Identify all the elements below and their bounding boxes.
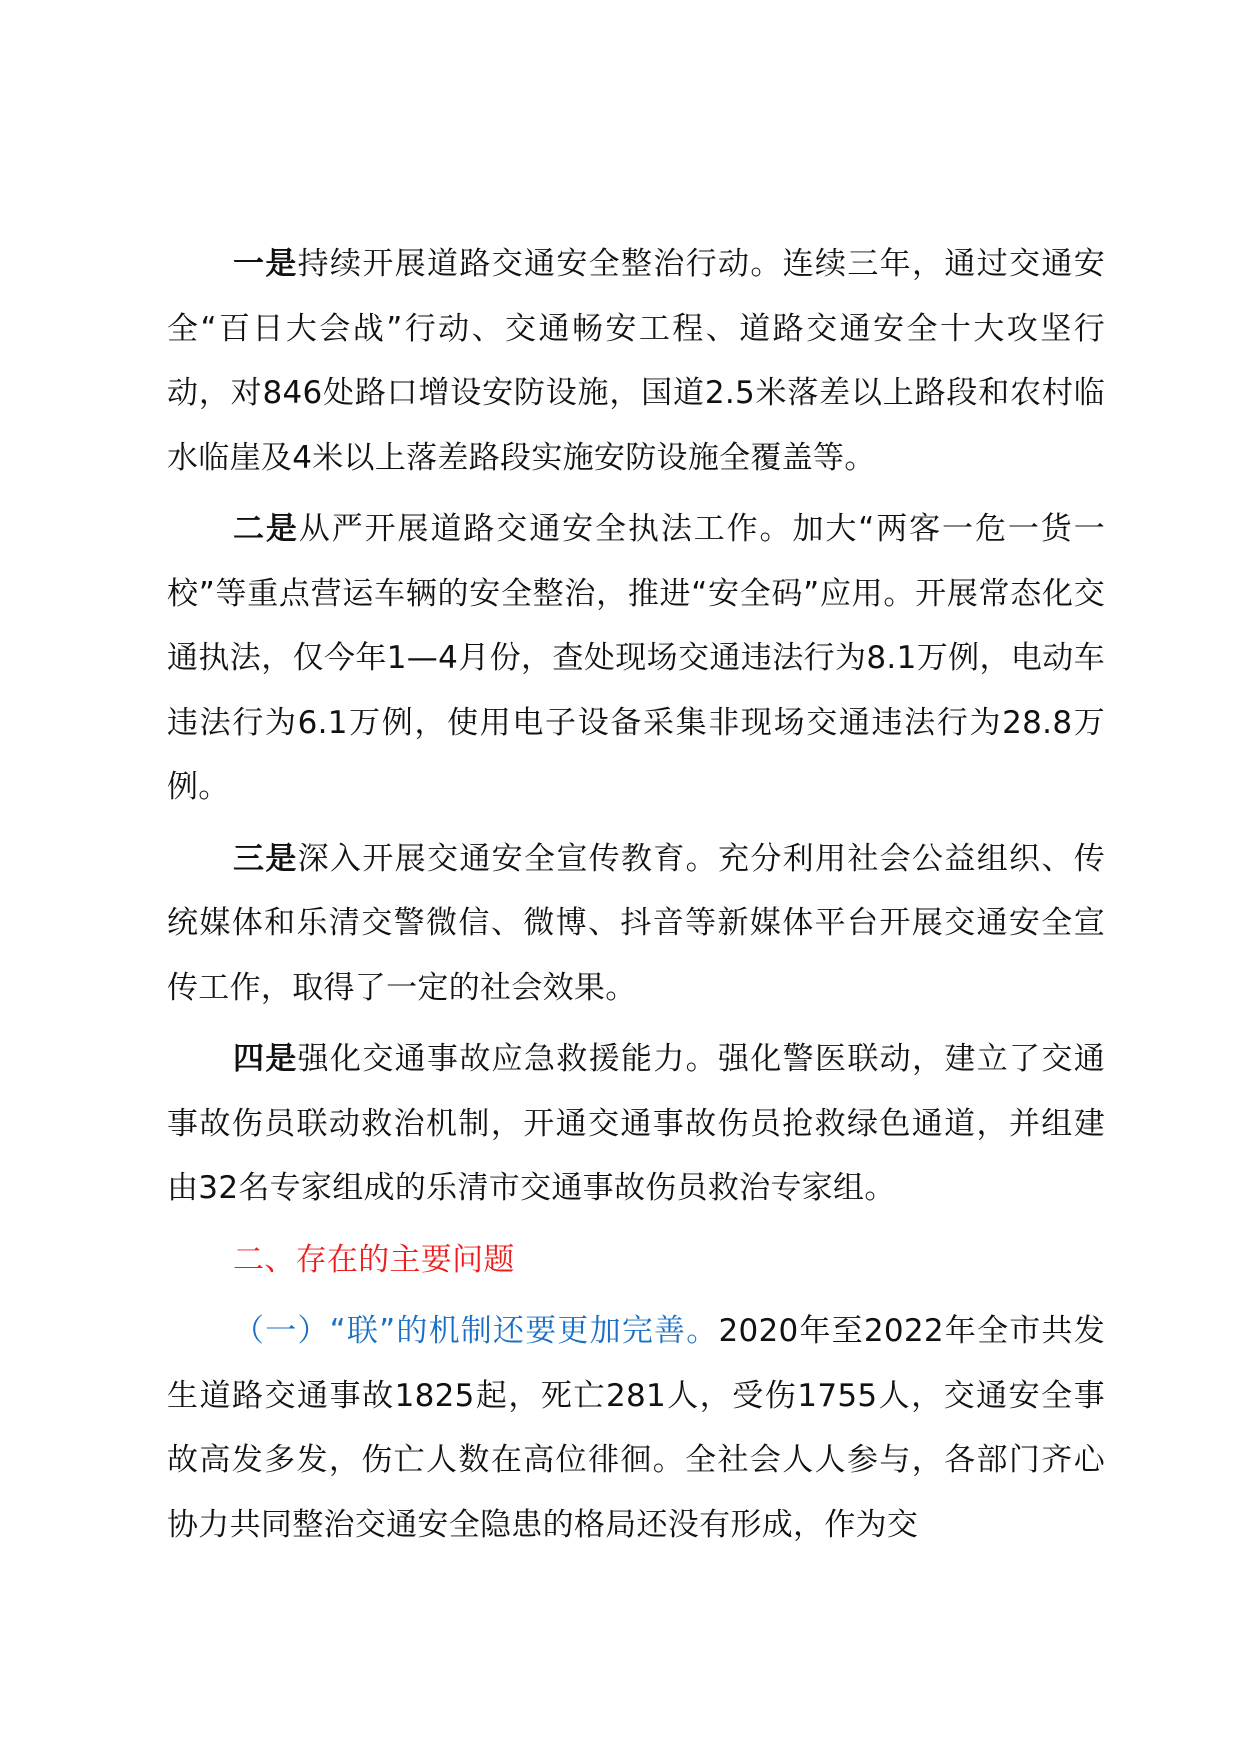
paragraph-4-lead: 四是 [233,1041,298,1077]
paragraph-4-text: 强化交通事故应急救援能力。强化警医联动，建立了交通事故伤员联动救治机制，开通交通事故伤员抢救绿色通道，并组建由32名专家组成的乐清市交通事故伤员救治专家组。 [167,1041,1105,1206]
paragraph-1-lead: 一是 [233,246,298,282]
subsection-text: 2020年至2022年全市共发生道路交通事故1825起，死亡281人，受伤1755人，交通安全事故高发多发，伤亡人数在高位徘徊。全社会人人参与，各部门齐心协力共同整治交通安全隐患的格局还没有形成，作为交 [167,1313,1105,1543]
paragraph-3-lead: 三是 [233,840,298,877]
paragraph-3-text: 深入开展交通安全宣传教育。充分利用社会公益组织、传统媒体和乐清交警微信、微博、抖音等新媒体平台开展交通安全宣传工作，取得了一定的社会效果。 [167,840,1105,1006]
paragraph-2-text: 从严开展道路交通安全执法工作。加大“两客一危一货一校”等重点营运车辆的安全整治，推进“安全码”应用。开展常态化交通执法，仅今年1—4月份，查处现场交通违法行为8.1万例，电动车违法行为6.1万例，使用电子设备采集非现场交通违法行为28.8万例。 [167,511,1105,805]
paragraph-1 [167,232,1105,490]
paragraph-3 [167,827,1105,1021]
section-heading: 二、存在的主要问题 [233,1241,515,1278]
document-page [167,232,1105,1564]
paragraph-1-text: 持续开展道路交通安全整治行动。连续三年，通过交通安全“百日大会战”行动、交通畅安工程、道路交通安全十大攻坚行动，对846处路口增设安防设施，国道2.5米落差以上路段和农村临水临崖及4米以上落差路段实施安防设施全覆盖等。 [167,246,1105,476]
paragraph-2 [167,497,1105,820]
paragraph-2-lead: 二是 [233,511,299,547]
paragraph-4 [167,1027,1105,1221]
subsection-paragraph [167,1299,1105,1557]
subsection-title: （一）“联”的机制还要更加完善。 [233,1313,719,1349]
